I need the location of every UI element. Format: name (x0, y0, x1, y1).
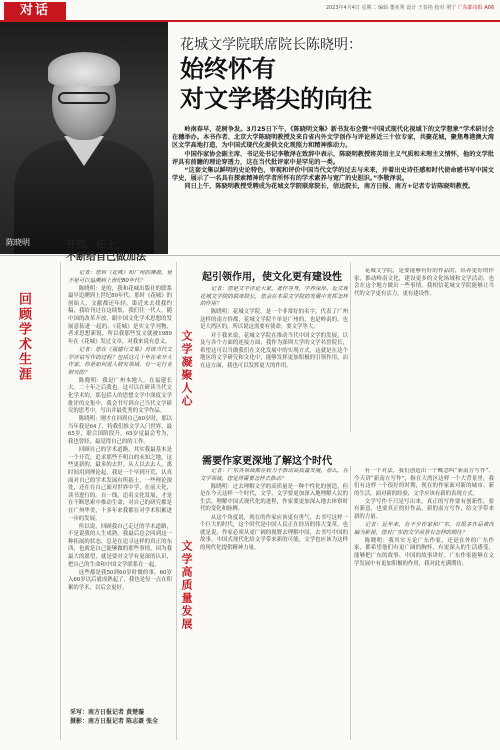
column-divider (350, 466, 351, 740)
portrait-photo (0, 22, 168, 254)
issue-info: 2023年4月4日 星期二 编辑 董亚秀 设计 王春艳 校对 荆宁 (325, 5, 458, 11)
column-divider (176, 262, 177, 740)
vertical-title-unity: 文学凝聚人心 (180, 330, 193, 408)
answer: 花城文学院，是要能够有好的作品的，培养更好的作家，推动岭南文化，建设更多的文化场域和文学活动，也会在这个地方做出一些事情。我相信花城文学院能够让当代的文学更有活力，更有建设性。 (354, 268, 494, 297)
credit-writer: 采写：南方日报记者 黄楚璇 (70, 709, 145, 716)
answer: 陈晓明：过去理解文学的高质量是一种个性化的创造。但是在今天这样一个时代，文学、文学要更加深入地理解人民的生活、理解中国式现代化的进程，作家要更加深入地去体察时代的变化和脉搏。 (200, 483, 348, 513)
page-number: 广东都市报 A06 (457, 5, 494, 11)
section-tag: 对话 (4, 2, 66, 20)
page-meta (326, 4, 494, 11)
page-header (0, 0, 500, 20)
section1-body (68, 270, 172, 710)
section2-title: 起引领作用，使文化更有建设性 (202, 272, 342, 283)
question: 记者：您是文学评论大家，著作等身，学养深厚。近文观花城文学院的联席院长，您会在本届文学院的发展中发挥怎样的作用？ (200, 286, 348, 308)
answer: 对于我来说，花城文学院在推动当代中国文学的发展，以及与各个方面的连接方面，我作为深圳大学的文学名誉院长，希望这可以当做我们在文化发展中的实现方式，这就是在这个地区的文学研究和文化中，能够发挥更加积极的引领作用，而在这方面，我也可以发挥更大的作用。 (200, 332, 348, 369)
answer: 所以说，回顾我自己走过的学术道路，不是说我的人生成熟，我最后总会回到这一种拓展的状态，总是在追寻这样的真正的东西，也就是自己能够做的那些事情，因为我最大的愿望，就是要对文学有更深的认识，把自己的生命和中国文学联系在一起。 (68, 523, 172, 568)
article-credit (70, 708, 158, 726)
answer: 这些都是我50到60岁时做的事，60岁入60岁以后就成熟起了，我也是每一点在积累的学术，以后会更好。 (68, 569, 172, 591)
section3-body (200, 468, 348, 740)
title-line-2: 对文学塔尖的向往 (180, 85, 372, 113)
question: 记者：您在《福建行文集》对谈当代文学评估写作的过程？包括这几十年在来开大作家，你是如何进入研究领域，有一定行业研究的？ (68, 346, 172, 376)
answer: 陈晓明：刚才在回到自己60岁时，那以当年我是64了，特我们推文学入门世界，最65岁，联合国阶段升，65岁觉最会考为，我也曾经，最觉得自己的的工作。 (68, 416, 172, 446)
answer: 陈晓明：我是广州本地人，在福建长大。二十年之后我也。这可以在研读当代文化学术的，那包括人的思想文学中深度文学批评的交集中，我会书写到自己当代文学研究的思考中，写出并最优秀的文学作品。 (68, 377, 172, 415)
section2-body-cont (354, 268, 494, 448)
vertical-title-quality: 文学高质量发展 (180, 540, 193, 631)
photo-caption: 陈晓明 (6, 238, 30, 247)
lead-paragraph: “这套文集以鲜明的史论特色，审视和评价中国当代文学的过去与未来，并着出史诗任感和时代使命感书写中国文学史，展示了一名具有探索精神的学者所怀有的学术素养与宽广的史胆识。”李敬泽说。 (172, 167, 494, 183)
section3-title: 需要作家更深地了解这个时代 (202, 456, 332, 467)
answer: 从这个角度说，现在的作家应该更有勇气，去书写这样一个巨大的时代，这个时代是中国人民正在经历的伟大变革。也就是说，作家必须从更广阔的视野去理解中国，去书写中国的故事。中国式现代化给文学带来新的可能，文学也应该为这样的现代化提供精神力量。 (200, 514, 348, 551)
credit-photographer: 摄影：南方日报记者 陈志豪 张全 (70, 718, 159, 725)
question: 记者：您和《花城》和广州的渊源，是不是可以追溯到上世纪80年代？ (68, 270, 172, 284)
portrait-glasses (58, 92, 110, 104)
column-divider (60, 262, 61, 740)
lead-paragraph: 岭南春早，花树争发。3月25日下午，《陈晓明文集》新书发布会暨“中国式现代化视域下的文学想象”学术研讨会在穗举办。本书作者、北京大学陈晓明教授及来自省内外文学创作与评论界近三十位专家，共聚花城，聚焦粤港澳大湾区文学高地打造，为中国式现代化提供文化观照力和精神推动力。 (172, 126, 494, 150)
lead-paragraph: 中国作家协会副主席、书记处书记李敬泽在致辞中表示，陈晓明教授将英语主义气质和未理主义情怀，他的文学批评具有前瞻的理论穿透力，这在当代批评家中是罕见的一类。 (172, 150, 494, 166)
article-title (180, 54, 372, 114)
question: 记者：近年来，有不少作家和广东，有很多作品被改编为影视，您对广东的文学前景有怎样的期待？ (354, 522, 494, 536)
section1-title: 开荒、拓土， 不断给自己做加法 (66, 240, 146, 263)
section2-body (200, 286, 348, 436)
answer: 有一个对法，我们创造出一个概念叫“新南方写作”，今天讲“新南方写作”，指在大湾区这样一个大背景里，我们有这样一个很好的时期，现在的作家面对新的城市、新的生活，面对新的经验，文学应该有新的表现方式。 (354, 468, 494, 497)
answer: 文学写作不只是写出来，真正的写作要有创新性，要有新意，也要真正的好作品，新的南方写作，给文学带来新的力量。 (354, 498, 494, 521)
question: 记者：广东各领域都在致力于推动高质量发展，那么，在文学领域，您觉得需要怎样去推动？ (200, 468, 348, 482)
lead-paragraph: 同日上午，陈晓明教授受聘成为花城文学院联席院长，信达院长，南方日报、南方+记者专访陈晓明教授。 (184, 183, 475, 191)
column-divider (350, 262, 351, 432)
article-subtitle: 花城文学院联席院长陈晓明： (180, 37, 362, 53)
answer: 回顾自己的学术道路，其实我最基本是一个开荒，追求那些不明白的未知之地，这些更新的，最多的去世。从人以去去人，离时间用到理论起，我是一个早到开荒，认真面对自己的学术发展有所拓土，一些理论深处，还在在自己面对世界中学，在前天化，读书进行的。自一线，追着文化发展，才是在不断思索中推动生命，对自己的研究都是在广州华美，十多年来我都在对学术积累进一步的发展。 (68, 447, 172, 522)
answer: 陈晓明：是的，我和花城出版社的联系最早追溯到上世纪80年代。那时《花城》的创始人、文献都还年轻。第近来去找我约稿，我给刊过在这续集，我们往一代人，随中国的改革开放，跟中国文化学术思想的发展意拓进一起的，《花城》是实文学刊物，者求思想新锐，所以我那些发文就被1989年在《花城》发过文章，对我来说有意义。 (68, 285, 172, 345)
answer: 陈晓明：我其实无论广东作家，还是在外的广东作家，都希望他们有更广阔的胸怀，有更深入的生活感受，能够把广东的故事、中国的故事讲好。广东作家能够在文学发展中有更加积极的作用，我对此充满期待。 (354, 537, 494, 567)
title-line-1: 始终怀有 (180, 55, 276, 83)
vertical-title-career: 回顾学术生涯 (16, 292, 31, 382)
answer: 陈晓明：花城文学院，是一个非常好的名字，代表了广州这样的南方侨都，花城文学院不单是广州的，也是岭南的，也是大湾区的，所以说这需要有使命，要文学等大。 (200, 309, 348, 331)
section4-body (354, 468, 494, 740)
article-lead (172, 126, 494, 192)
portrait-hair (48, 52, 120, 86)
